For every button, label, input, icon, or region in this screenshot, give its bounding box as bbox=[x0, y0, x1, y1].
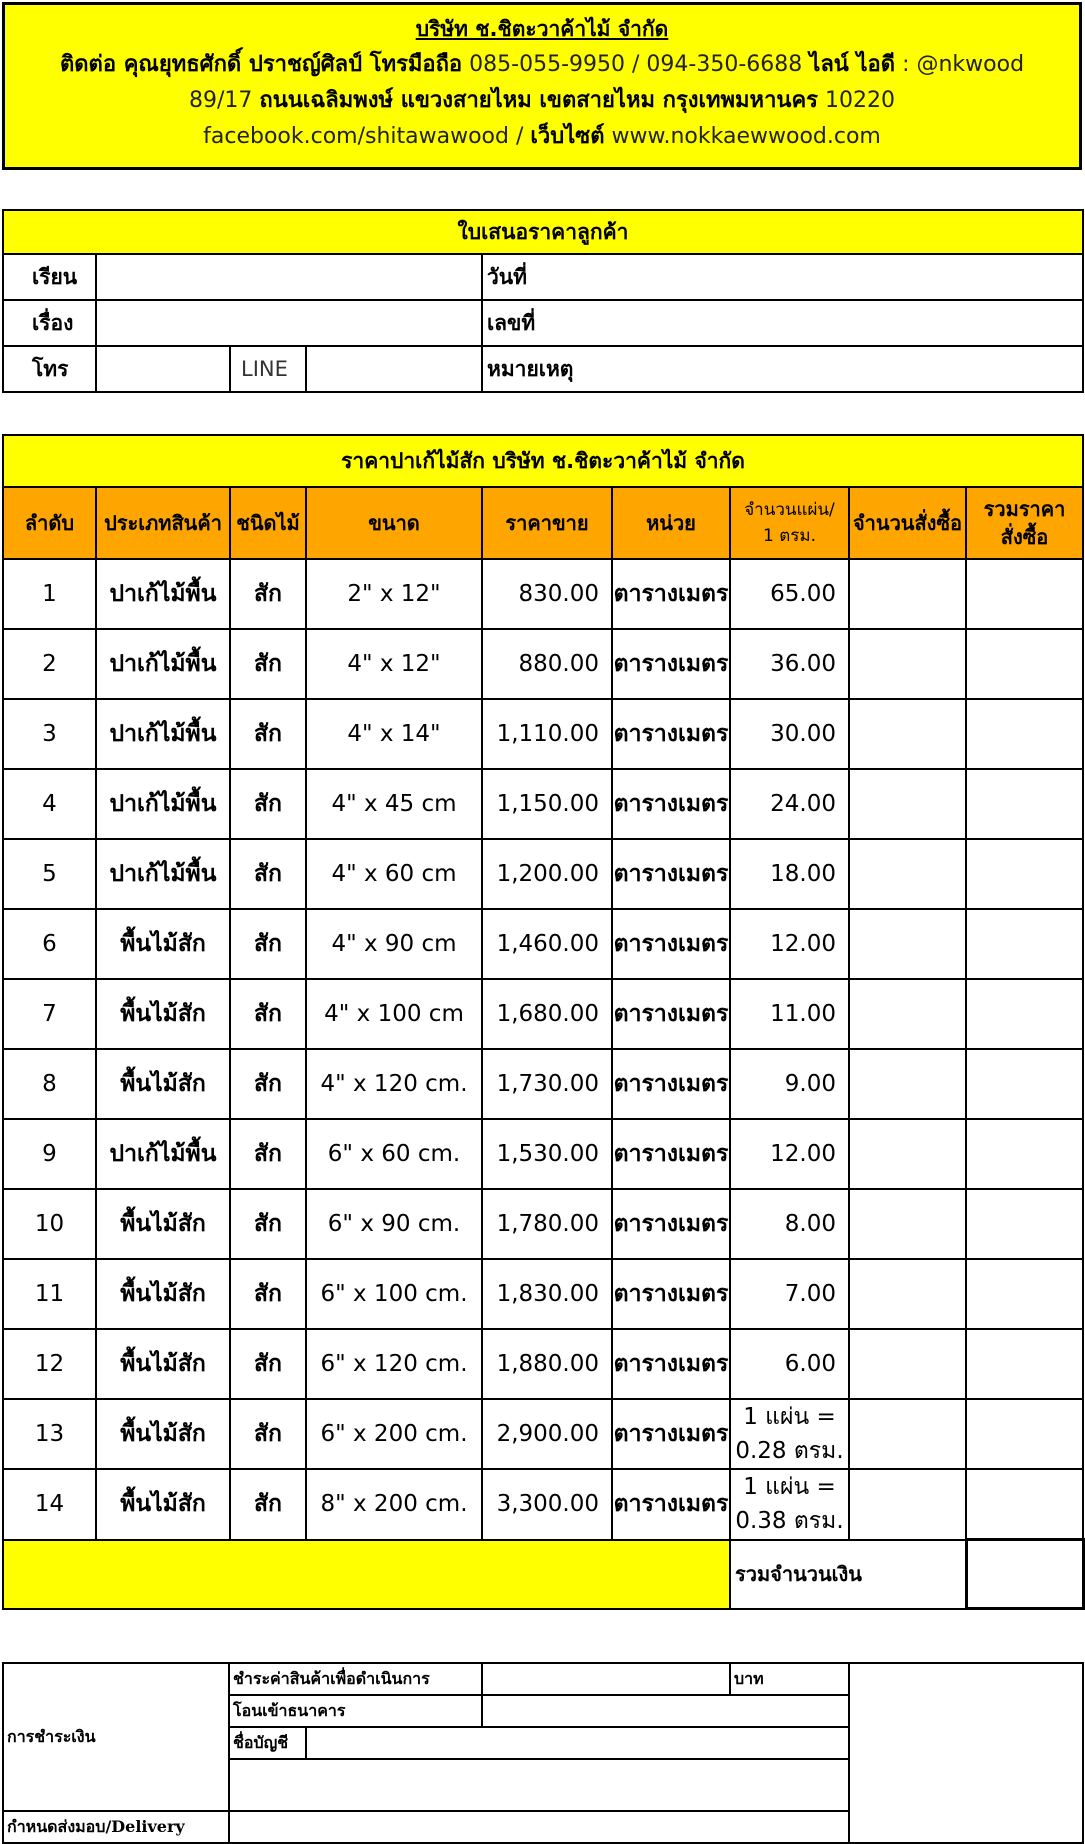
row-wood: สัก bbox=[230, 1049, 306, 1119]
row-unit: ตารางเมตร bbox=[612, 1259, 730, 1329]
row-unit: ตารางเมตร bbox=[612, 1119, 730, 1189]
row-pieces: 7.00 bbox=[730, 1259, 849, 1329]
row-product: พื้นไม้สัก bbox=[96, 909, 230, 979]
row-size: 4" x 60 cm bbox=[306, 839, 482, 909]
row-no: 1 bbox=[3, 559, 96, 629]
row-order-qty[interactable] bbox=[849, 1119, 966, 1189]
row-total[interactable] bbox=[966, 839, 1083, 909]
row-wood: สัก bbox=[230, 699, 306, 769]
row-total[interactable] bbox=[966, 1119, 1083, 1189]
row-no: 14 bbox=[3, 1469, 96, 1540]
line-field[interactable] bbox=[306, 346, 482, 392]
note-line-b: 0.38 ตรม. bbox=[735, 1508, 844, 1535]
bank-transfer-field[interactable] bbox=[482, 1695, 849, 1727]
row-wood: สัก bbox=[230, 1469, 306, 1540]
row-order-qty[interactable] bbox=[849, 839, 966, 909]
row-order-qty[interactable] bbox=[849, 1259, 966, 1329]
row-pieces: 30.00 bbox=[730, 699, 849, 769]
row-order-qty[interactable] bbox=[849, 769, 966, 839]
contact-line bbox=[5, 47, 1079, 83]
row-unit: ตารางเมตร bbox=[612, 1469, 730, 1540]
row-wood: สัก bbox=[230, 1259, 306, 1329]
payment-blank-row[interactable] bbox=[229, 1759, 849, 1811]
row-no: 5 bbox=[3, 839, 96, 909]
row-size: 4" x 120 cm. bbox=[306, 1049, 482, 1119]
row-pieces: 8.00 bbox=[730, 1189, 849, 1259]
table-row bbox=[3, 909, 1083, 979]
row-price: 1,730.00 bbox=[482, 1049, 612, 1119]
row-pieces: 65.00 bbox=[730, 559, 849, 629]
table-row bbox=[3, 1259, 1083, 1329]
row-order-qty[interactable] bbox=[849, 699, 966, 769]
payment-section bbox=[2, 1662, 1084, 1844]
row-pieces: 9.00 bbox=[730, 1049, 849, 1119]
row-price: 1,200.00 bbox=[482, 839, 612, 909]
row-size: 4" x 12" bbox=[306, 629, 482, 699]
to-label: เรียน bbox=[3, 254, 96, 300]
row-unit: ตารางเมตร bbox=[612, 979, 730, 1049]
bank-transfer-label: โอนเข้าธนาคาร bbox=[229, 1695, 482, 1727]
grand-total-value[interactable] bbox=[966, 1540, 1083, 1609]
website-link[interactable]: www.nokkaewwood.com bbox=[611, 124, 881, 149]
row-wood: สัก bbox=[230, 839, 306, 909]
address-line bbox=[5, 83, 1079, 119]
row-order-qty[interactable] bbox=[849, 559, 966, 629]
row-unit: ตารางเมตร bbox=[612, 559, 730, 629]
delivery-field[interactable] bbox=[229, 1811, 849, 1843]
row-wood: สัก bbox=[230, 1189, 306, 1259]
row-no: 7 bbox=[3, 979, 96, 1049]
pay-goods-amount[interactable] bbox=[482, 1663, 730, 1695]
row-unit: ตารางเมตร bbox=[612, 1329, 730, 1399]
table-row bbox=[3, 1329, 1083, 1399]
row-wood: สัก bbox=[230, 559, 306, 629]
contact-label: ติดต่อ คุณยุทธศักดิ์ ปราชญ์ศิลป์ โทรมือถือ bbox=[59, 52, 463, 77]
row-size: 6" x 100 cm. bbox=[306, 1259, 482, 1329]
row-no: 12 bbox=[3, 1329, 96, 1399]
subject-label: เรื่อง bbox=[3, 300, 96, 346]
row-no: 10 bbox=[3, 1189, 96, 1259]
row-total[interactable] bbox=[966, 699, 1083, 769]
row-order-qty[interactable] bbox=[849, 1399, 966, 1469]
phone-numbers: 085-055-9950 / 094-350-6688 bbox=[469, 52, 803, 77]
row-no: 6 bbox=[3, 909, 96, 979]
col-size: ขนาด bbox=[306, 487, 482, 559]
row-product: ปาเก้ไม้พื้น bbox=[96, 839, 230, 909]
row-product: ปาเก้ไม้พื้น bbox=[96, 559, 230, 629]
row-unit: ตารางเมตร bbox=[612, 839, 730, 909]
row-product: พื้นไม้สัก bbox=[96, 1399, 230, 1469]
table-row bbox=[3, 1189, 1083, 1259]
delivery-label: กำหนดส่งมอบ/Delivery bbox=[3, 1811, 229, 1843]
payment-label: การชำระเงิน bbox=[3, 1663, 229, 1811]
col-price: ราคาขาย bbox=[482, 487, 612, 559]
row-total[interactable] bbox=[966, 979, 1083, 1049]
row-no: 2 bbox=[3, 629, 96, 699]
row-wood: สัก bbox=[230, 769, 306, 839]
row-unit: ตารางเมตร bbox=[612, 629, 730, 699]
col-total: รวมราคา สั่งซื้อ bbox=[966, 487, 1083, 559]
row-no: 3 bbox=[3, 699, 96, 769]
col-no: ลำดับ bbox=[3, 487, 96, 559]
pay-goods-label: ชำระค่าสินค้าเพื่อดำเนินการ bbox=[229, 1663, 482, 1695]
row-size: 6" x 200 cm. bbox=[306, 1399, 482, 1469]
account-name-label: ชื่อบัญชี bbox=[229, 1727, 306, 1759]
row-wood: สัก bbox=[230, 909, 306, 979]
grand-total-label: รวมจำนวนเงิน bbox=[730, 1540, 966, 1609]
row-pieces: 12.00 bbox=[730, 1119, 849, 1189]
table-row bbox=[3, 629, 1083, 699]
row-price: 1,680.00 bbox=[482, 979, 612, 1049]
account-name-field[interactable] bbox=[306, 1727, 849, 1759]
row-no: 4 bbox=[3, 769, 96, 839]
row-product: พื้นไม้สัก bbox=[96, 1469, 230, 1540]
table-row bbox=[3, 1469, 1083, 1540]
table-row bbox=[3, 839, 1083, 909]
row-product: พื้นไม้สัก bbox=[96, 1259, 230, 1329]
row-size: 6" x 60 cm. bbox=[306, 1119, 482, 1189]
row-order-qty[interactable] bbox=[849, 629, 966, 699]
total-yellow-band bbox=[3, 1540, 730, 1609]
row-unit: ตารางเมตร bbox=[612, 769, 730, 839]
address-number: 89/17 bbox=[189, 88, 253, 113]
row-pieces-note bbox=[730, 1469, 849, 1540]
row-unit: ตารางเมตร bbox=[612, 1189, 730, 1259]
row-price: 1,880.00 bbox=[482, 1329, 612, 1399]
row-no: 13 bbox=[3, 1399, 96, 1469]
row-unit: ตารางเมตร bbox=[612, 1049, 730, 1119]
number-label[interactable]: เลขที่ bbox=[482, 300, 1083, 346]
row-product: ปาเก้ไม้พื้น bbox=[96, 699, 230, 769]
table-row bbox=[3, 979, 1083, 1049]
row-price: 3,300.00 bbox=[482, 1469, 612, 1540]
row-no: 9 bbox=[3, 1119, 96, 1189]
phone-label: โทร bbox=[3, 346, 96, 392]
row-price: 1,780.00 bbox=[482, 1189, 612, 1259]
row-price: 1,530.00 bbox=[482, 1119, 612, 1189]
web-line: facebook.com/shitawawood / เว็บไซต์ www.nokkaewwood.com bbox=[203, 124, 881, 149]
price-table bbox=[2, 434, 1085, 1610]
facebook-link[interactable]: facebook.com/shitawawood bbox=[203, 124, 509, 149]
row-product: พื้นไม้สัก bbox=[96, 1189, 230, 1259]
address-text: ถนนเฉลิมพงษ์ แขวงสายไหม เขตสายไหม กรุงเทพมหานคร bbox=[259, 88, 818, 113]
col-unit: หน่วย bbox=[612, 487, 730, 559]
row-order-qty[interactable] bbox=[849, 979, 966, 1049]
row-product: ปาเก้ไม้พื้น bbox=[96, 1119, 230, 1189]
row-price: 1,830.00 bbox=[482, 1259, 612, 1329]
col-pieces: จำนวนแผ่น/ 1 ตรม. bbox=[730, 487, 849, 559]
col-wood: ชนิดไม้ bbox=[230, 487, 306, 559]
row-price: 2,900.00 bbox=[482, 1399, 612, 1469]
row-wood: สัก bbox=[230, 1399, 306, 1469]
price-table-header bbox=[3, 487, 1083, 559]
note-line-a: 1 แผ่น = bbox=[743, 1474, 836, 1501]
date-label[interactable]: วันที่ bbox=[482, 254, 1083, 300]
price-table-title: ราคาปาเก้ไม้สัก บริษัท ช.ชิตะวาค้าไม้ จำกัด bbox=[3, 435, 1083, 487]
table-row bbox=[3, 1119, 1083, 1189]
row-no: 11 bbox=[3, 1259, 96, 1329]
row-total[interactable] bbox=[966, 1399, 1083, 1469]
row-product: ปาเก้ไม้พื้น bbox=[96, 769, 230, 839]
line-label: LINE bbox=[230, 346, 306, 392]
note-line-b: 0.28 ตรม. bbox=[735, 1438, 844, 1464]
row-total[interactable] bbox=[966, 909, 1083, 979]
company-name: บริษัท ช.ชิตะวาค้าไม้ จำกัด bbox=[415, 17, 669, 41]
company-header bbox=[2, 2, 1082, 170]
row-pieces: 6.00 bbox=[730, 1329, 849, 1399]
row-size: 8" x 200 cm. bbox=[306, 1469, 482, 1540]
row-product: พื้นไม้สัก bbox=[96, 979, 230, 1049]
row-unit: ตารางเมตร bbox=[612, 909, 730, 979]
row-size: 4" x 45 cm bbox=[306, 769, 482, 839]
row-pieces-note bbox=[730, 1399, 849, 1469]
row-total[interactable] bbox=[966, 629, 1083, 699]
row-pieces: 11.00 bbox=[730, 979, 849, 1049]
row-total[interactable] bbox=[966, 1049, 1083, 1119]
row-pieces: 24.00 bbox=[730, 769, 849, 839]
row-total[interactable] bbox=[966, 1469, 1083, 1540]
grand-total-row bbox=[3, 1540, 1083, 1609]
subject-field[interactable] bbox=[96, 300, 482, 346]
col-product: ประเภทสินค้า bbox=[96, 487, 230, 559]
payment-side-box bbox=[849, 1663, 1083, 1843]
row-product: พื้นไม้สัก bbox=[96, 1329, 230, 1399]
row-total[interactable] bbox=[966, 769, 1083, 839]
row-pieces: 18.00 bbox=[730, 839, 849, 909]
row-unit: ตารางเมตร bbox=[612, 699, 730, 769]
row-total[interactable] bbox=[966, 1189, 1083, 1259]
row-order-qty[interactable] bbox=[849, 909, 966, 979]
table-row bbox=[3, 1399, 1083, 1469]
postcode: 10220 bbox=[825, 88, 895, 113]
row-product: พื้นไม้สัก bbox=[96, 1049, 230, 1119]
row-size: 2" x 12" bbox=[306, 559, 482, 629]
row-order-qty[interactable] bbox=[849, 1329, 966, 1399]
row-size: 4" x 100 cm bbox=[306, 979, 482, 1049]
col-order-qty: จำนวนสั่งซื้อ bbox=[849, 487, 966, 559]
row-wood: สัก bbox=[230, 1119, 306, 1189]
table-row bbox=[3, 769, 1083, 839]
table-row bbox=[3, 1049, 1083, 1119]
row-total[interactable] bbox=[966, 1259, 1083, 1329]
table-row bbox=[3, 559, 1083, 629]
row-pieces: 36.00 bbox=[730, 629, 849, 699]
row-order-qty[interactable] bbox=[849, 1469, 966, 1540]
row-wood: สัก bbox=[230, 629, 306, 699]
line-id: : @nkwood bbox=[902, 52, 1025, 77]
baht-label: บาท bbox=[730, 1663, 849, 1695]
row-price: 880.00 bbox=[482, 629, 612, 699]
row-pieces: 12.00 bbox=[730, 909, 849, 979]
row-product: ปาเก้ไม้พื้น bbox=[96, 629, 230, 699]
note-line-a: 1 แผ่น = bbox=[743, 1404, 836, 1430]
row-order-qty[interactable] bbox=[849, 1189, 966, 1259]
phone-field[interactable] bbox=[96, 346, 230, 392]
row-size: 4" x 14" bbox=[306, 699, 482, 769]
quote-form-title: ใบเสนอราคาลูกค้า bbox=[3, 210, 1083, 254]
row-size: 4" x 90 cm bbox=[306, 909, 482, 979]
row-total[interactable] bbox=[966, 1329, 1083, 1399]
table-row bbox=[3, 699, 1083, 769]
row-wood: สัก bbox=[230, 979, 306, 1049]
row-price: 1,150.00 bbox=[482, 769, 612, 839]
row-size: 6" x 120 cm. bbox=[306, 1329, 482, 1399]
row-no: 8 bbox=[3, 1049, 96, 1119]
line-id-label: ไลน์ ไอดี bbox=[809, 52, 896, 77]
row-price: 1,110.00 bbox=[482, 699, 612, 769]
row-size: 6" x 90 cm. bbox=[306, 1189, 482, 1259]
row-unit: ตารางเมตร bbox=[612, 1399, 730, 1469]
website-label: เว็บไซต์ bbox=[530, 124, 605, 149]
row-total[interactable] bbox=[966, 559, 1083, 629]
row-price: 1,460.00 bbox=[482, 909, 612, 979]
row-price: 830.00 bbox=[482, 559, 612, 629]
row-wood: สัก bbox=[230, 1329, 306, 1399]
quote-info-form bbox=[2, 209, 1084, 393]
to-field[interactable] bbox=[96, 254, 482, 300]
row-order-qty[interactable] bbox=[849, 1049, 966, 1119]
remark-label[interactable]: หมายเหตุ bbox=[482, 346, 1083, 392]
